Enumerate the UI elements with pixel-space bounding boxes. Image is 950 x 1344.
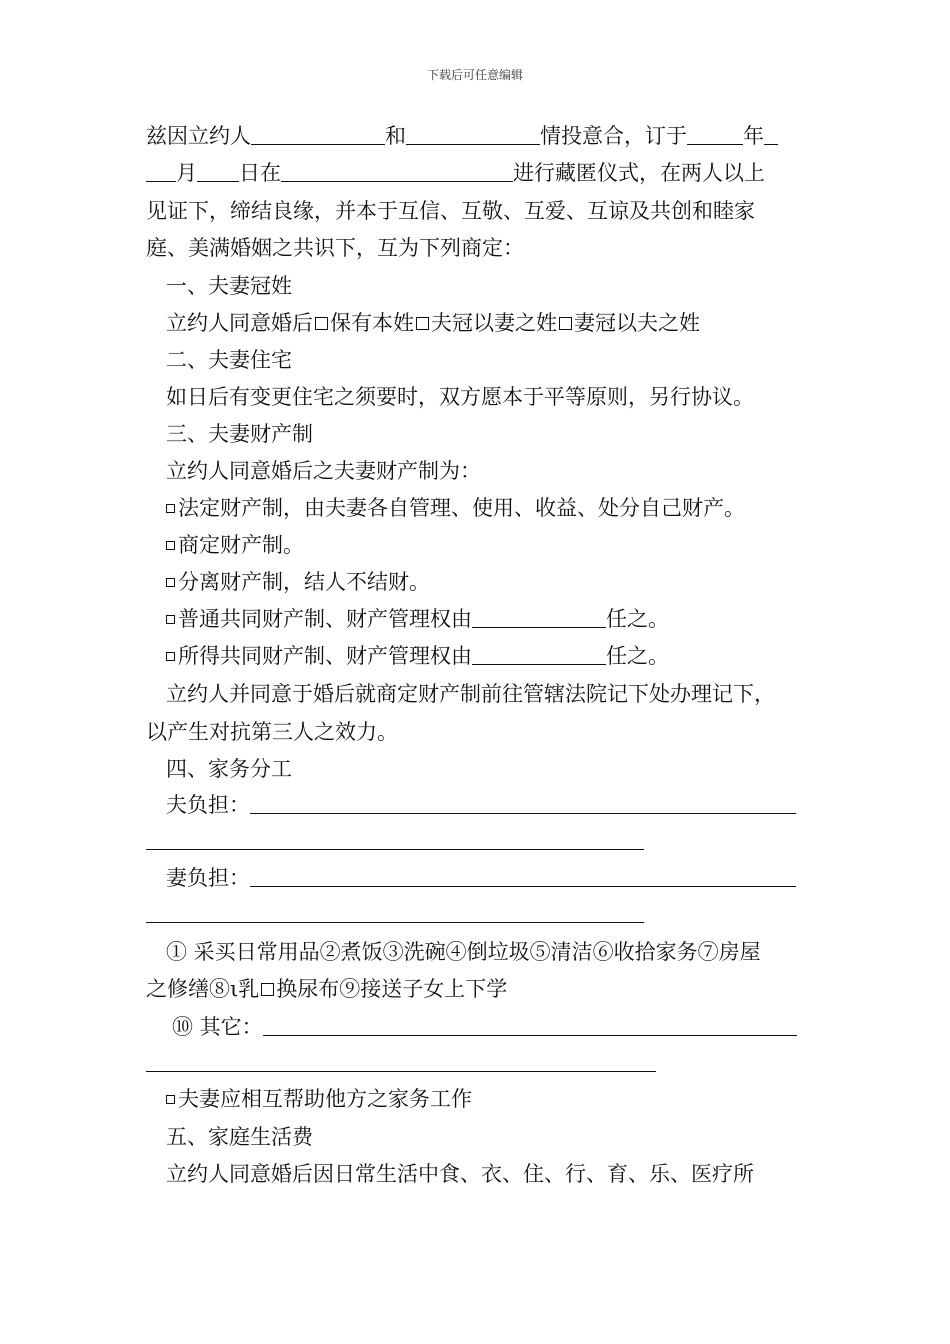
wife-duties-blank-2[interactable] bbox=[146, 922, 644, 923]
month-blank[interactable] bbox=[146, 161, 176, 182]
husband-duties-blank-2[interactable] bbox=[146, 849, 644, 850]
mutual-help bbox=[166, 1087, 472, 1111]
location-blank[interactable] bbox=[281, 161, 513, 182]
other-duties bbox=[172, 1015, 797, 1039]
other-label: ⑩ 其它： bbox=[172, 1015, 263, 1039]
checkbox-agreed-property[interactable] bbox=[166, 541, 175, 550]
option-label: 任之。 bbox=[606, 644, 669, 668]
intro-text: 兹因立约人 bbox=[146, 124, 251, 148]
intro-line-1 bbox=[146, 124, 778, 148]
option-label: 法定财产制，由夫妻各自管理、使用、收益、处分自己财产。 bbox=[178, 496, 745, 520]
option-label: 夫冠以妻之姓 bbox=[431, 311, 557, 335]
property-option-5 bbox=[166, 644, 669, 668]
section-5-title: 五、家庭生活费 bbox=[166, 1125, 313, 1149]
checkbox-keep-surname[interactable] bbox=[315, 317, 328, 330]
chores-list-1: ① 采买日常用品②煮饭③洗碗④倒垃圾⑤清洁⑥收拾家务⑦房屋 bbox=[166, 940, 761, 964]
party-a-blank[interactable] bbox=[251, 124, 385, 145]
intro-line-3: 见证下，缔结良缘，并本于互信、互敬、互爱、互谅及共创和睦家 bbox=[146, 199, 755, 223]
option-label: 所得共同财产制、财产管理权由 bbox=[178, 644, 472, 668]
intro-line-2 bbox=[146, 161, 765, 185]
other-duties-blank[interactable] bbox=[263, 1015, 797, 1036]
checkbox-husband-takes-wife[interactable] bbox=[416, 317, 429, 330]
chores-list-2 bbox=[146, 977, 507, 1001]
chores-text: 换尿布⑨接送子女上下学 bbox=[276, 977, 508, 1001]
registration-line-2: 以产生对抗第三人之效力。 bbox=[146, 720, 398, 744]
wife-duties bbox=[166, 866, 796, 890]
section-1-title: 一、夫妻冠姓 bbox=[166, 274, 292, 298]
option-label: 任之。 bbox=[606, 607, 669, 631]
intro-line-4: 庭、美满婚姻之共识下，互为下列商定： bbox=[146, 236, 524, 260]
other-duties-blank-2[interactable] bbox=[146, 1071, 656, 1072]
option-label: 妻冠以夫之姓 bbox=[574, 311, 700, 335]
year-blank[interactable] bbox=[687, 124, 743, 145]
property-intro: 立约人同意婚后之夫妻财产制为： bbox=[166, 459, 481, 483]
month-blank-start[interactable] bbox=[764, 124, 778, 145]
option-label: 普通共同财产制、财产管理权由 bbox=[178, 607, 472, 631]
wife-duties-blank[interactable] bbox=[250, 866, 796, 887]
surname-intro: 立约人同意婚后 bbox=[166, 311, 313, 335]
option-label: 商定财产制。 bbox=[178, 533, 304, 557]
option-label: 夫妻应相互帮助他方之家务工作 bbox=[178, 1087, 472, 1111]
husband-duties bbox=[166, 793, 796, 817]
checkbox-general-joint-property[interactable] bbox=[166, 615, 175, 624]
living-expense-text: 立约人同意婚后因日常生活中食、衣、住、行、育、乐、医疗所 bbox=[166, 1162, 754, 1186]
section-2-title: 二、夫妻住宅 bbox=[166, 348, 292, 372]
husband-duties-blank[interactable] bbox=[250, 793, 796, 814]
checkbox-income-joint-property[interactable] bbox=[166, 652, 175, 661]
checkbox-mutual-help[interactable] bbox=[166, 1095, 175, 1104]
surname-options bbox=[166, 311, 700, 335]
intro-text: 情投意合，订于 bbox=[540, 124, 687, 148]
registration-line-1: 立约人并同意于婚后就商定财产制前往管辖法院记下处办理记下， bbox=[166, 682, 775, 706]
residence-text: 如日后有变更住宅之须要时，双方愿本于平等原则，另行协议。 bbox=[166, 385, 754, 409]
party-b-blank[interactable] bbox=[406, 124, 540, 145]
section-3-title: 三、夫妻财产制 bbox=[166, 422, 313, 446]
property-option-1 bbox=[166, 496, 745, 520]
section-4-title: 四、家务分工 bbox=[166, 757, 292, 781]
chores-text: 之修缮⑧ι乳 bbox=[146, 977, 260, 1001]
husband-label: 夫负担： bbox=[166, 793, 250, 817]
intro-text: 日在 bbox=[239, 161, 281, 185]
day-blank[interactable] bbox=[197, 161, 239, 182]
checkbox-box bbox=[261, 983, 274, 996]
option-label: 保有本姓 bbox=[330, 311, 414, 335]
page-header: 下载后可任意编辑 bbox=[426, 68, 523, 82]
general-manager-blank[interactable] bbox=[472, 607, 606, 628]
intro-text: 年 bbox=[743, 124, 764, 148]
property-option-4 bbox=[166, 607, 669, 631]
intro-text: 和 bbox=[385, 124, 406, 148]
property-option-3 bbox=[166, 570, 430, 594]
intro-text: 月 bbox=[176, 161, 197, 185]
checkbox-separate-property[interactable] bbox=[166, 578, 175, 587]
checkbox-wife-takes-husband[interactable] bbox=[559, 317, 572, 330]
property-option-2 bbox=[166, 533, 304, 557]
intro-text: 进行藏匿仪式，在两人以上 bbox=[513, 161, 765, 185]
wife-label: 妻负担： bbox=[166, 866, 250, 890]
option-label: 分离财产制，结人不结财。 bbox=[178, 570, 430, 594]
checkbox-legal-property[interactable] bbox=[166, 504, 175, 513]
income-manager-blank[interactable] bbox=[472, 644, 606, 665]
